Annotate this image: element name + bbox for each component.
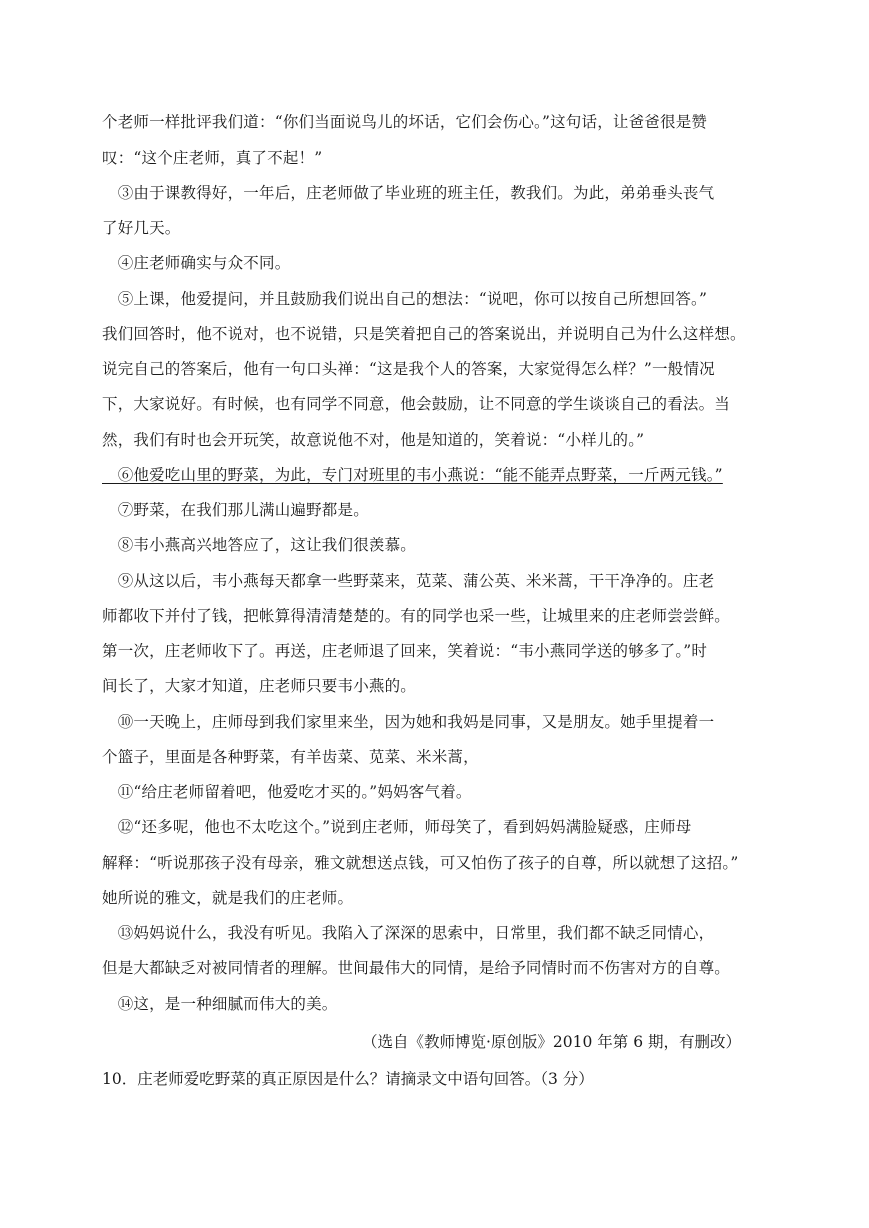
paragraph-line: 下，大家说好。有时候，也有同学不同意，他会鼓励，让不同意的学生谈谈自己的看法。当 bbox=[102, 395, 731, 413]
paragraph-line: 个篮子，里面是各种野菜，有羊齿菜、苋菜、米米蒿， bbox=[102, 748, 479, 766]
paragraph-line: ⑫“还多呢，他也不太吃这个。”说到庄老师，师母笑了，看到妈妈满脸疑惑，庄师母 bbox=[102, 818, 692, 836]
paragraph-line: 叹：“这个庄老师，真了不起！” bbox=[102, 149, 323, 167]
paragraph-line: 她所说的雅文，就是我们的庄老师。 bbox=[102, 889, 354, 907]
paragraph-line: 第一次，庄老师收下了。再送，庄老师退了回来，笑着说：“韦小燕同学送的够多了。”时 bbox=[102, 642, 708, 660]
paragraph-line: ⑦野菜，在我们那儿满山遍野都是。 bbox=[102, 501, 369, 519]
paragraph-line: ⑭这，是一种细腻而伟大的美。 bbox=[102, 995, 338, 1013]
paragraph-line: ⑩一天晚上，庄师母到我们家里来坐，因为她和我妈是同事，又是朋友。她手里提着一 bbox=[102, 713, 715, 731]
question-text: 10．庄老师爱吃野菜的真正原因是什么？请摘录文中语句回答。（3 分） bbox=[102, 1070, 594, 1088]
paragraph-line: 个老师一样批评我们道：“你们当面说鸟儿的坏话，它们会伤心。”这句话，让爸爸很是赞 bbox=[102, 113, 708, 131]
source-citation: （选自《教师博览·原创版》2010 年第 6 期，有删改） bbox=[361, 1033, 741, 1051]
paragraph-line: 了好几天。 bbox=[102, 219, 181, 237]
paragraph-line: ⑪“给庄老师留着吧，他爱吃才买的。”妈妈客气着。 bbox=[102, 783, 472, 801]
paragraph-line: 我们回答时，他不说对，也不说错，只是笑着把自己的答案说出，并说明自己为什么这样想。 bbox=[102, 325, 746, 343]
paragraph-line: ⑤上课，他爱提问，并且鼓励我们说出自己的想法：“说吧，你可以按自己所想回答。” bbox=[102, 290, 708, 308]
paragraph-line: 师都收下并付了钱，把帐算得清清楚楚的。有的同学也采一些，让城里来的庄老师尝尝鲜。 bbox=[102, 607, 731, 625]
paragraph-line: 间长了，大家才知道，庄老师只要韦小燕的。 bbox=[102, 677, 417, 695]
paragraph-line: ⑬妈妈说什么，我没有听见。我陷入了深深的思索中，日常里，我们都不缺乏同情心， bbox=[102, 924, 715, 942]
paragraph-line: ④庄老师确实与众不同。 bbox=[102, 254, 291, 272]
paragraph-line: ⑨从这以后，韦小燕每天都拿一些野菜来，苋菜、蒲公英、米米蒿，干干净净的。庄老 bbox=[102, 572, 715, 590]
paragraph-line: ③由于课教得好，一年后，庄老师做了毕业班的班主任，教我们。为此，弟弟垂头丧气 bbox=[102, 184, 715, 202]
paragraph-line: 然，我们有时也会开玩笑，故意说他不对，他是知道的，笑着说：“小样儿的。” bbox=[102, 431, 645, 449]
paragraph-line: ⑧韦小燕高兴地答应了，这让我们很羡慕。 bbox=[102, 536, 417, 554]
underlined-sentence: ⑥他爱吃山里的野菜，为此，专门对班里的韦小燕说：“能不能弄点野菜，一斤两元钱。” bbox=[102, 466, 723, 484]
paragraph-line: 解释：“听说那孩子没有母亲，雅文就想送点钱，可又怕伤了孩子的自尊，所以就想了这招。” bbox=[102, 854, 739, 872]
paragraph-line: 说完自己的答案后，他有一句口头禅：“这是我个人的答案，大家觉得怎么样？”一般情况 bbox=[102, 360, 715, 378]
paragraph-line: 但是大都缺乏对被同情者的理解。世间最伟大的同情，是给予同情时而不伤害对方的自尊。 bbox=[102, 959, 731, 977]
